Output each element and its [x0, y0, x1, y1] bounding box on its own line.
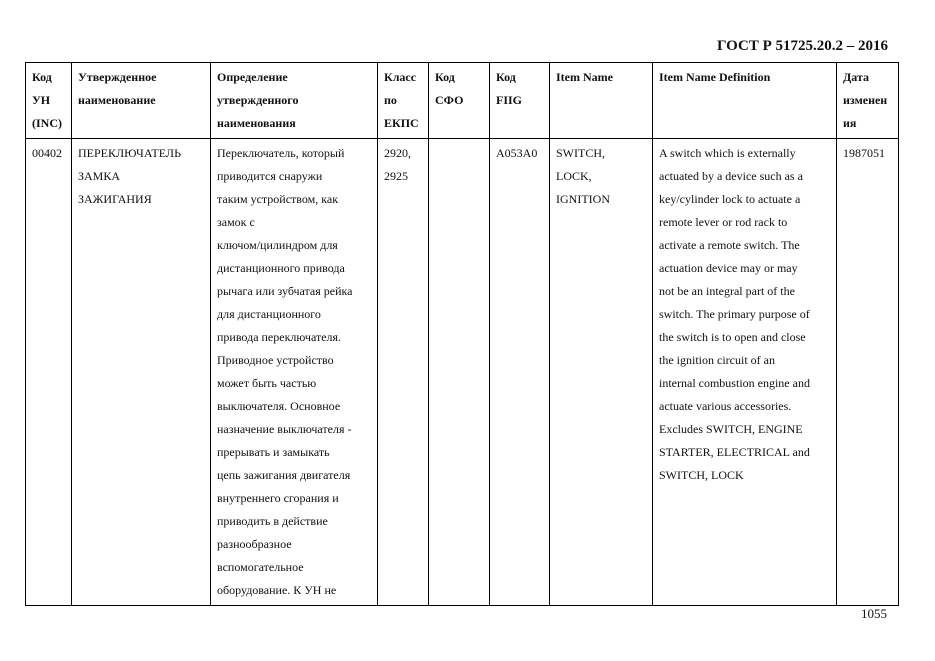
cell-inc — [26, 139, 72, 606]
cell-line: приводить в действие — [217, 514, 328, 528]
cell-line: Определение — [217, 70, 288, 84]
cell-line: ПЕРЕКЛЮЧАТЕЛЬ — [78, 146, 181, 160]
cell-line: 2920, — [384, 146, 411, 160]
cell-line: A switch which is externally — [659, 146, 796, 160]
cell-line: the switch is to open and close — [659, 330, 806, 344]
cell-line: внутреннего сгорания и — [217, 491, 339, 505]
cell-line: Приводное устройство — [217, 353, 334, 367]
column-header-fiig-code — [490, 63, 550, 139]
cell-line: прерывать и замыкать — [217, 445, 330, 459]
table-row — [26, 139, 899, 606]
cell-line: по — [384, 93, 397, 107]
cell-line: the ignition circuit of an — [659, 353, 775, 367]
cell-line: ия — [843, 116, 857, 130]
cell-change-date — [837, 139, 899, 606]
cell-ekps-class — [378, 139, 429, 606]
cell-sfo-code — [429, 139, 490, 606]
cell-item-name — [550, 139, 653, 606]
cell-line: actuation device may or may — [659, 261, 798, 275]
cell-line: выключателя. Основное — [217, 399, 341, 413]
cell-approved-name — [72, 139, 211, 606]
cell-line: STARTER, ELECTRICAL and — [659, 445, 810, 459]
cell-line: наименования — [217, 116, 296, 130]
cell-line: замок с — [217, 215, 255, 229]
cell-line: (INC) — [32, 116, 62, 130]
cell-line: назначение выключателя - — [217, 422, 352, 436]
standard-title: ГОСТ Р 51725.20.2 – 2016 — [716, 38, 888, 54]
cell-line: actuated by a device such as a — [659, 169, 803, 183]
cell-line: Excludes SWITCH, ENGINE — [659, 422, 803, 436]
cell-line: ЕКПС — [384, 116, 419, 130]
cell-line: Класс — [384, 70, 417, 84]
cell-line: разнообразное — [217, 537, 292, 551]
cell-line: привода переключателя. — [217, 330, 342, 344]
cell-line: 1987051 — [843, 146, 885, 160]
cell-line: Дата — [843, 70, 869, 84]
cell-line: switch. The primary purpose of — [659, 307, 810, 321]
cell-line: 00402 — [32, 146, 62, 160]
column-header-item-name — [550, 63, 653, 139]
cell-line: actuate various accessories. — [659, 399, 792, 413]
cell-line: может быть частью — [217, 376, 317, 390]
cell-line: ЗАМКА — [78, 169, 121, 183]
cell-line: 2925 — [384, 169, 408, 183]
cell-line: Утвержденное — [78, 70, 157, 84]
cell-line: цепь зажигания двигателя — [217, 468, 351, 482]
cell-line: ЗАЖИГАНИЯ — [78, 192, 152, 206]
column-header-item-name-definition — [653, 63, 837, 139]
cell-line: remote lever or rod rack to — [659, 215, 788, 229]
cell-line: наименование — [78, 93, 156, 107]
cell-line: вспомогательное — [217, 560, 304, 574]
cell-line: таким устройством, как — [217, 192, 339, 206]
cell-line: утвержденного — [217, 93, 299, 107]
cell-line: key/cylinder lock to actuate a — [659, 192, 801, 206]
page-number: 1055 — [861, 606, 887, 621]
column-header-inc — [26, 63, 72, 139]
cell-line: Переключатель, который — [217, 146, 345, 160]
cell-line: not be an integral part of the — [659, 284, 795, 298]
cell-line: Код — [435, 70, 455, 84]
cell-line: Item Name — [556, 70, 613, 84]
cell-fiig-code — [490, 139, 550, 606]
column-header-approved-name — [72, 63, 211, 139]
cell-line: изменен — [843, 93, 888, 107]
cell-line: SWITCH, — [556, 146, 605, 160]
cell-line: LOCK, — [556, 169, 592, 183]
cell-line: УН — [32, 93, 51, 107]
cell-line: оборудование. К УН не — [217, 583, 337, 597]
cell-definition-ru — [211, 139, 378, 606]
cell-line: Item Name Definition — [659, 70, 771, 84]
cell-line: дистанционного привода — [217, 261, 345, 275]
cell-line: ключом/цилиндром для — [217, 238, 338, 252]
column-header-sfo-code — [429, 63, 490, 139]
cell-line: приводится снаружи — [217, 169, 323, 183]
cell-line: activate a remote switch. The — [659, 238, 800, 252]
cell-line: Код — [496, 70, 516, 84]
cell-line: FIIG — [496, 93, 523, 107]
cell-item-name-definition — [653, 139, 837, 606]
cell-line: IGNITION — [556, 192, 610, 206]
cell-line: СФО — [435, 93, 464, 107]
table-header-row — [26, 63, 899, 139]
column-header-change-date — [837, 63, 899, 139]
nomenclature-table — [25, 62, 899, 606]
column-header-definition — [211, 63, 378, 139]
cell-line: рычага или зубчатая рейка — [217, 284, 353, 298]
cell-line: для дистанционного — [217, 307, 321, 321]
cell-line: SWITCH, LOCK — [659, 468, 744, 482]
column-header-ekps-class — [378, 63, 429, 139]
cell-line: internal combustion engine and — [659, 376, 810, 390]
cell-line: A053A0 — [496, 146, 538, 160]
cell-line: Код — [32, 70, 52, 84]
